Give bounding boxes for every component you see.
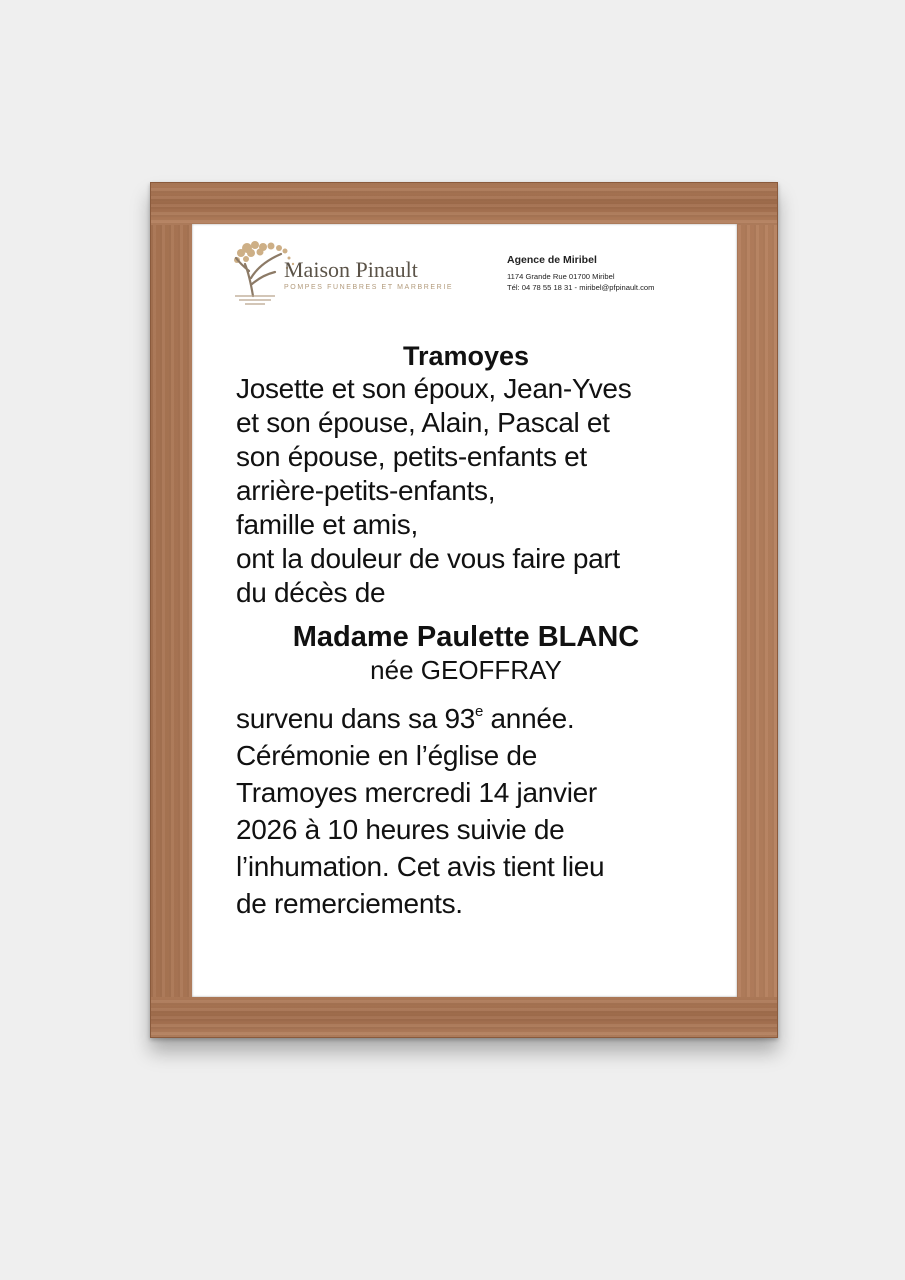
age-line-superscript: e	[475, 703, 484, 720]
wooden-frame	[150, 182, 778, 1038]
agency-info	[507, 254, 654, 293]
ceremony-line: 2026 à 10 heures suivie de	[236, 814, 565, 845]
ceremony-line: Cérémonie en l’église de	[236, 740, 537, 771]
ceremony-line: de remerciements.	[236, 888, 463, 919]
agency-title: Agence de Miribel	[507, 254, 597, 266]
deceased-name: Madame Paulette BLANC	[292, 621, 640, 653]
family-line: famille et amis,	[236, 509, 418, 540]
family-line: arrière-petits-enfants,	[236, 475, 496, 506]
age-line	[236, 700, 716, 737]
family-line: ont la douleur de vous faire part	[236, 543, 620, 574]
family-line: et son épouse, Alain, Pascal et	[236, 407, 610, 438]
family-line: son épouse, petits-enfants et	[236, 441, 587, 472]
frame-top-rail	[151, 183, 777, 225]
agency-address: 1174 Grande Rue 01700 Miribel	[507, 272, 615, 281]
ceremony-line: l’inhumation. Cet avis tient lieu	[236, 851, 605, 882]
brand-tagline: POMPES FUNEBRES ET MARBRERIE	[284, 284, 454, 291]
family-line: du décès de	[236, 577, 386, 608]
brand-name: Maison Pinault	[284, 257, 418, 282]
frame-bottom-rail	[151, 997, 777, 1037]
ceremony-line: Tramoyes mercredi 14 janvier	[236, 777, 597, 808]
agency-contact: Tél: 04 78 55 18 31 - miribel@pfpinault.com	[507, 283, 655, 292]
notice-paper	[192, 224, 737, 997]
notice-content	[236, 340, 716, 922]
age-line-prefix: survenu dans sa 93	[236, 703, 475, 734]
family-announcement	[236, 372, 716, 610]
ceremony-details	[236, 700, 716, 922]
notice-town: Tramoyes	[402, 341, 530, 371]
maiden-name: née GEOFFRAY	[370, 655, 562, 685]
age-line-suffix: année.	[483, 703, 575, 734]
maison-pinault-logo	[227, 238, 472, 308]
family-line: Josette et son époux, Jean-Yves	[236, 373, 632, 404]
